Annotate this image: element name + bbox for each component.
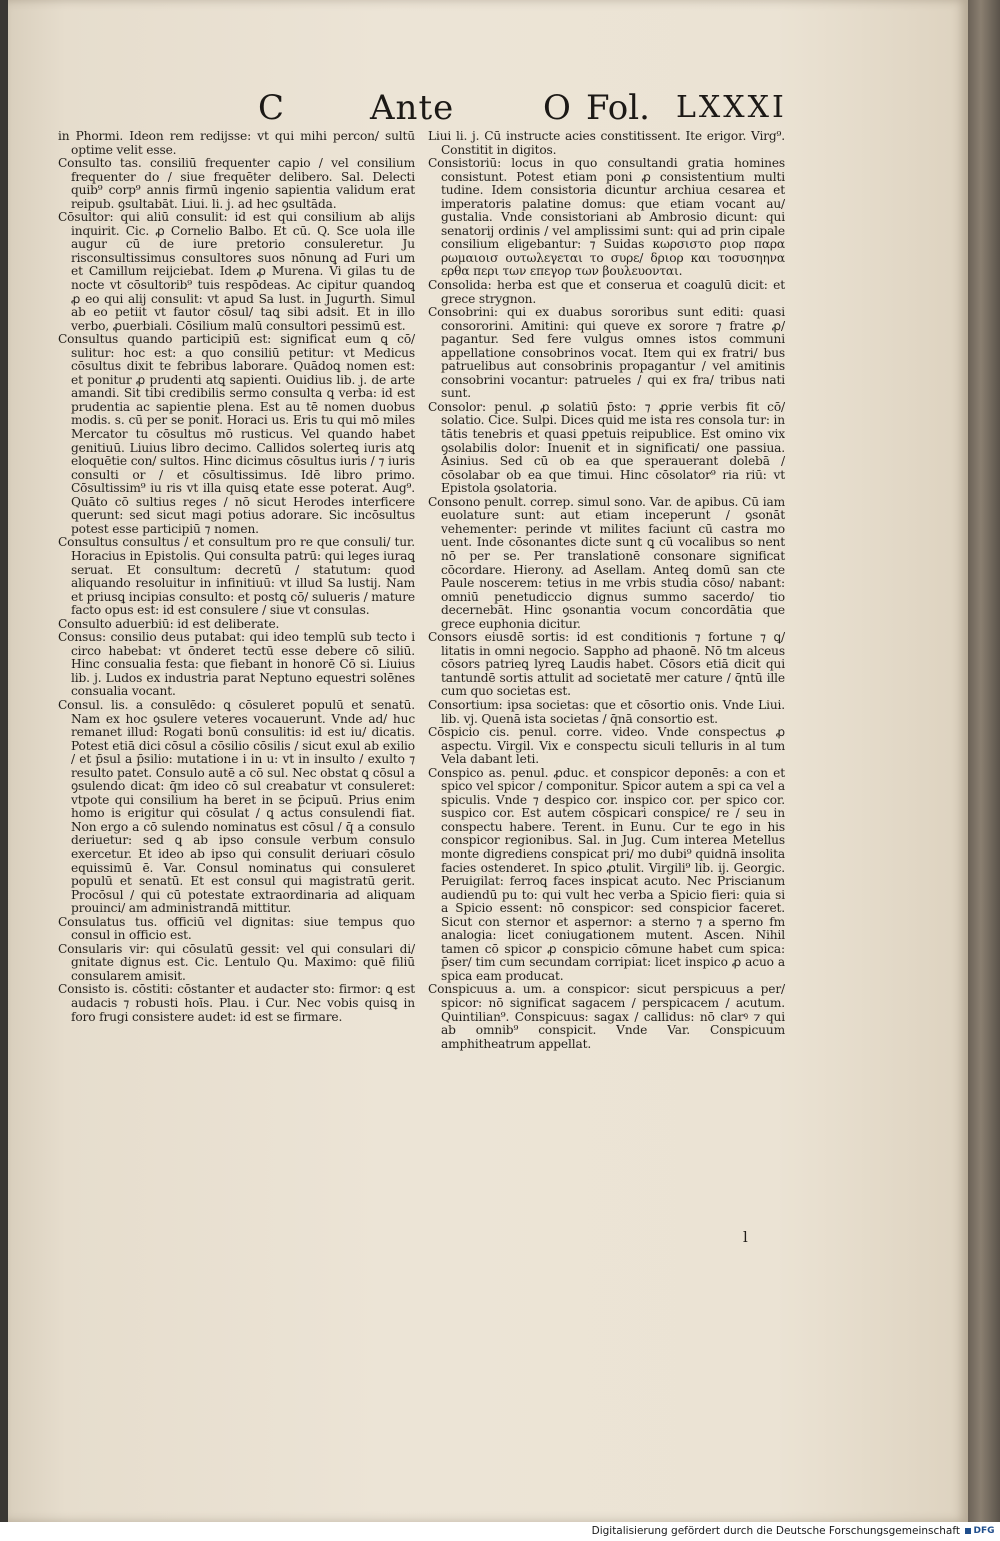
dictionary-entry: Conspicuus a. um. a conspicor: sicut perspicuus a per/ spicor: nō significat sagacem / perspicacem / acutum. Quintilian⁹. Conspicuus: sagax / callidus: nō clarꝰ ⁊ qui ab omnib⁹ conspicit. Vnde Var. Conspicuum amphitheatrum appellat.	[428, 982, 785, 1051]
dfg-logo-icon	[964, 1525, 996, 1538]
dictionary-entry: Consul. lis. a consulēdo: ꝗ cōsuleret populū et senatū. Nam ex hoc ꝯsulere veteres vocauerunt. Vnde ad/ huc remanet illud: Rogati bonū consulitis: id est iu/ dicatis. Potest etiā dici cōsul a cōsilio cōsilis / sicut exul ab exilio / et p̄sul a p̄silio: mutatione i in u: vt in insulto / exulto ⁊ resulto patet. Consulo autē a cō sul. Nec obstat ꝗ cōsul a ꝯsulendo dicat: q̄m ideo cō sul creabatur vt consuleret: vtpote qui consilium ha beret in se p̄cipuū. Prius enim homo is erigitur qui cōsulat / ꝗ actus consulendi fiat. Non ergo a cō sulendo nominatus est cōsul / q̄ a consulo deriuetur: sed ꝗ ab ipso consule verbum consulo exercetur. Et ideo ab ipso qui consulit deriuari cōsulo equissimū ē. Var. Consul nominatus qui consuleret populū et senatū. Et est consul qui magistratū gerit. Procōsul / qui cū potestate extraordinaria ad aliquam prouinci/ am administrandā mittitur.	[58, 697, 415, 916]
dictionary-entry: Cōspicio cis. penul. corre. video. Vnde conspectus ꝓ aspectu. Virgil. Vix e conspectu siculi telluris in al tum Vela dabant leti.	[428, 725, 785, 767]
header-left-mark: C	[258, 88, 285, 128]
dictionary-entry: Consolida: herba est que et conserua et coagulū dicit: et grece strygnon.	[428, 278, 785, 306]
dictionary-entry: Liui li. j. Cū instructe acies constitissent. Ite erigor. Virg⁹. Constitit in digitos.	[428, 129, 785, 157]
header-right-mark: O	[543, 88, 571, 128]
dictionary-entry: Consistoriū: locus in quo consultandi gratia homines consistunt. Potest etiam poni ꝓ consistentium multi tudine. Idem consistoria dicuntur archiua cesarea et imperatoris palatine domus: que etiam vocant au/ gustalia. Vnde consistoriani ab Ambrosio dicunt: qui senatorij ordinis / vel amplissimi sunt: qui ad prin cipale consilium eligebantur: ⁊ Suidas κωρσιστο ριορ παρα ρωμαιοισ ουτωλεγεται το συρε/ δριορ και τοσυσηηνα ερθα περι των επεγορ των βουλευονται.	[428, 156, 785, 279]
book-page	[8, 0, 968, 1522]
dictionary-entry: Consulatus tus. officiū vel dignitas: siue tempus quo consul in officio est.	[58, 914, 415, 943]
folio-number: LXXXI	[676, 90, 787, 125]
dictionary-entry: Consolor: penul. ꝓ solatiū p̄sto: ⁊ ꝓprie verbis fit cō/ solatio. Cice. Sulpi. Dices quid me ista res consola tur: in tātis tenebris et quasi ꝑpetuis reipublice. Est omino vix ꝯsolabilis dolor: Inuenit et in significati/ one passiua. Asinius. Sed cū ob ea que sperauerant dolebā / cōsolabar ob ea que timui. Hinc cōsolator⁹ ria riū: vt Epistola ꝯsolatoria.	[428, 399, 785, 496]
catchword: l	[743, 1228, 748, 1246]
right-column	[428, 130, 785, 1051]
dictionary-entry: Consultus consultus / et consultum pro re que consuli/ tur. Horacius in Epistolis. Qui consulta patrū: qui leges iuraꝗ seruat. Et consultum: decretū / statutum: quod aliquando resoluitur in infinitiuū: vt illud Sa lustij. Nam et priusꝗ incipias consulto: et postꝗ cō/ sulueris / mature facto opus est: id est consulere / siue vt consulas.	[58, 535, 415, 618]
folio-label: Fol.	[586, 88, 650, 128]
dictionary-entry: Consularis vir: qui cōsulatū gessit: vel qui consulari di/ gnitate dignus est. Cic. Lentulo Qu. Maximo: quē filiū consularem amisit.	[58, 941, 415, 983]
header-center-word: Ante	[370, 88, 455, 128]
dictionary-entry: Consobrini: qui ex duabus sororibus sunt editi: quasi consororini. Amitini: qui queve ex sorore ⁊ fratre ꝓ/ pagantur. Sed fere vulgus omnes istos communi appellatione consobrinos vocat. Item qui ex fratri/ bus patruelibus aut consobrinis propagantur / vel amitinis consobrini vocantur: patrueles / qui ex fra/ tribus nati sunt.	[428, 305, 785, 401]
dictionary-entry: Consulto aduerbiū: id est deliberate.	[58, 616, 280, 631]
dictionary-entry: in Phormi. Ideon rem redijsse: vt qui mihi percon/ sultū optime velit esse.	[58, 129, 415, 157]
dictionary-entry: Consono penult. correp. simul sono. Var. de apibus. Cū iam euolature sunt: aut etiam inceperunt / ꝯsonāt vehementer: perinde vt milites faciunt cū castra mo uent. Inde cōsonantes dicte sunt ꝗ cū vocalibus so nent nō per se. Per translationē consonare significat cōcordare. Hierony. ad Asellam. Anteꝗ domū san cte Paule noscerem: tetius in me vrbis studia cōso/ nabant: omniū penetudiccio dignus summo sacerdo/ tio decernebāt. Hinc ꝯsonantia vocum concordātia que grece euphonia dicitur.	[428, 494, 785, 631]
dictionary-entry: Consortium: ipsa societas: que et cōsortio onis. Vnde Liui. lib. vj. Quenā ista societas / q̄nā consortio est.	[428, 697, 785, 726]
dictionary-entry: Consultus quando participiū est: significat eum ꝗ cō/ sulitur: hoc est: a quo consiliū petitur: vt Medicus cōsultus dixit te febribus laborare. Quādoꝗ nomen est: et ponitur ꝓ prudenti atꝗ sapienti. Ouidius lib. j. de arte amandi. Sit tibi credibilis sermo consulta ꝗ verba: id est prudentia ac sapientie plena. Est au tē nomen duobus modis. s. cū per se ponit. Horaci us. Eris tu qui mō miles Mercator tu cōsultus mō rusticus. Vel quando habet genitiuū. Liuius libro decimo. Callidos solerteꝗ iuris atꝗ eloquētie con/ sultos. Hinc dicimus cōsultus iuris / ⁊ iuris consulti or / et cōsultissimus. Idē libro primo. Cōsultissim⁹ iu ris vt illa quisꝗ etate esse poterat. Aug⁹. Quāto cō sultius reges / nō sicut Herodes interficere querunt: sed sicut magi potius adorare. Sic incōsultus potest esse participiū ⁊ nomen.	[58, 332, 415, 536]
dictionary-entry: Consus: consilio deus putabat: qui ideo templū sub tecto i circo habebat: vt ōnderet tectū esse debere cō siliū. Hinc consualia festa: que fiebant in honorē Cō si. Liuius lib. j. Ludos ex industria parat Neptuno equestri solēnes consualia vocant.	[58, 630, 415, 699]
dictionary-entry: Conspico as. penul. ꝓduc. et conspicor deponēs: a con et spico vel spicor / componitur. Spicor autem a spi ca vel a spiculis. Vnde ⁊ despico cor. inspico cor. per spico cor. suspico cor. Est autem cōspicari conspice/ re / seu in conspectu habere. Terent. in Eunu. Cur te ego in his conspicor regionibus. Sal. in Jug. Cum interea Metellus monte digrediens conspicat pri/ mo dubi⁹ quidnā insolita facies ostenderet. In spico ꝓtulit. Virgili⁹ lib. ij. Georgic. Peruigilat: ferroꝗ faces inspicat acuto. Nec Priscianum audiendū pu to: qui vult hec verba a Spicio fieri: quia si a Spicio essent: nō conspicor: sed conspicior faceret. Sicut con sternor et aspernor: a sterno ⁊ a sperno fm analogia: licet coniugationem mutent. Ascen. Nihil tamen cō spicor ꝓ conspicio cōmune habet cum spica: p̄ser/ tim cum secundam corripiat: licet inspico ꝓ acuo a spica eam producat.	[428, 765, 785, 983]
left-column	[58, 130, 415, 1024]
footer-bar	[0, 1522, 1000, 1541]
page-edge	[968, 0, 1000, 1522]
dictionary-entry: Consulto tas. consiliū frequenter capio / vel consilium frequenter do / siue frequēter delibero. Sal. Delecti quib⁹ corp⁹ annis firmū ingenio sapientia validum erat reipub. ꝯsultabāt. Liui. li. j. ad hec ꝯsultāda.	[58, 156, 415, 211]
dictionary-entry: Consors eiusdē sortis: id est conditionis ⁊ fortune ⁊ ꝗ/ litatis in omni negocio. Sappho ad phaonē. Nō tm alceus cōsors patrieꝗ lyreꝗ Laudis habet. Cōsors etiā dicit qui tantundē sortis attulit ad societatē mer cature / q̄ntū ille cum quo societas est.	[428, 630, 785, 699]
funding-credit: Digitalisierung gefördert durch die Deutsche Forschungsgemeinschaft	[591, 1525, 960, 1537]
dictionary-entry: Consisto is. cōstiti: cōstanter et audacter sto: firmor: ꝗ est audacis ⁊ robusti hoīs. Plau. i Cur. Nec vobis quisꝗ in foro frugi consistere audet: id est se firmare.	[58, 982, 415, 1024]
dfg-logo-text: DFG	[973, 1526, 995, 1536]
dictionary-entry: Cōsultor: qui aliū consulit: id est qui consilium ab alijs inquirit. Cic. ꝓ Cornelio Balbo. Et cū. Q. Sce uola ille augur cū de iure pretorio consuleretur. Ju risconsultissimus consultores suos nōnunꝗ ad Furi um et Camillum reijciebat. Idem ꝓ Murena. Vi gilas tu de nocte vt cōsultorib⁹ tuis respōdeas. Ac cipitur quandoꝗ ꝓ eo qui alij consulit: vt apud Sa lust. in Jugurth. Simul ab eo petiit vt fautor cōsul/ taꝗ sibi adsit. Et in illo verbo, ꝓuerbiali. Cōsilium malū consultori pessimū est.	[58, 210, 415, 333]
